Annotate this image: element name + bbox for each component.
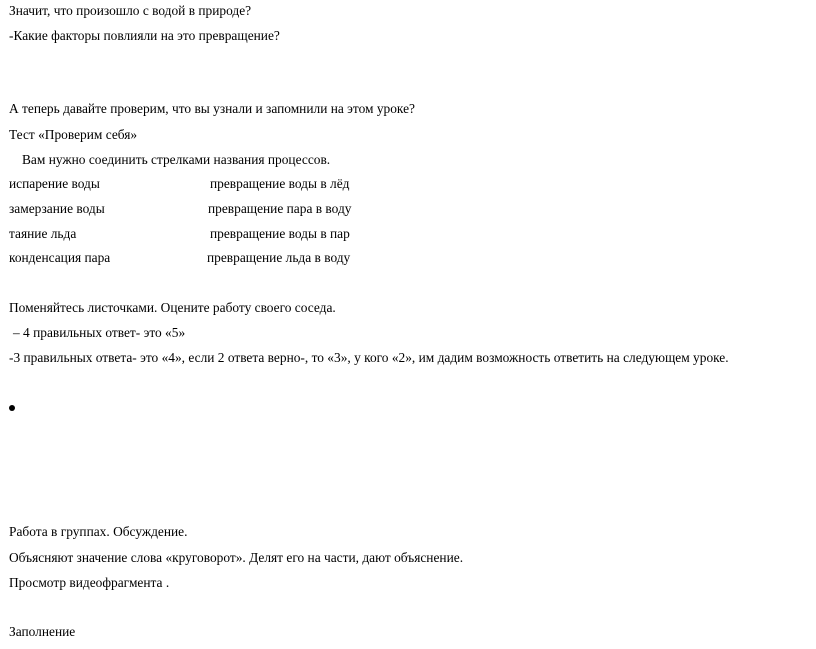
groups-line-1: Работа в группах. Обсуждение. <box>9 524 188 539</box>
matching-left-2: замерзание воды <box>9 201 105 216</box>
matching-left-1: испарение воды <box>9 176 100 191</box>
evaluation-line-1: Поменяйтесь листочками. Оцените работу своего соседа. <box>9 300 336 315</box>
evaluation-line-2: – 4 правильных ответ- это «5» <box>13 325 186 340</box>
matching-right-1: превращение воды в лёд <box>210 176 350 191</box>
check-question: А теперь давайте проверим, что вы узнали и запомнили на этом уроке? <box>9 101 415 116</box>
matching-left-3: таяние льда <box>9 226 77 241</box>
matching-right-2: превращение пара в воду <box>208 201 352 216</box>
matching-right-4: превращение льда в воду <box>207 250 351 265</box>
test-instruction: Вам нужно соединить стрелками названия процессов. <box>22 152 331 167</box>
groups-line-3: Просмотр видеофрагмента . <box>9 575 170 590</box>
intro-line-1: Значит, что произошло с водой в природе? <box>9 3 252 18</box>
evaluation-line-3: -3 правильных ответа- это «4», если 2 ответа верно-, то «3», у кого «2», им дадим возможность ответить на следующем уроке. <box>9 350 729 365</box>
matching-left-4: конденсация пара <box>9 250 111 265</box>
matching-right-3: превращение воды в пар <box>210 226 350 241</box>
intro-line-2: -Какие факторы повлияли на это превращение? <box>9 28 280 43</box>
groups-line-2: Объясняют значение слова «круговорот». Делят его на части, дают объяснение. <box>9 550 464 565</box>
footer-line-1: Заполнение <box>9 624 76 639</box>
bullet-icon <box>9 405 15 411</box>
test-title: Тест «Проверим себя» <box>9 127 138 142</box>
